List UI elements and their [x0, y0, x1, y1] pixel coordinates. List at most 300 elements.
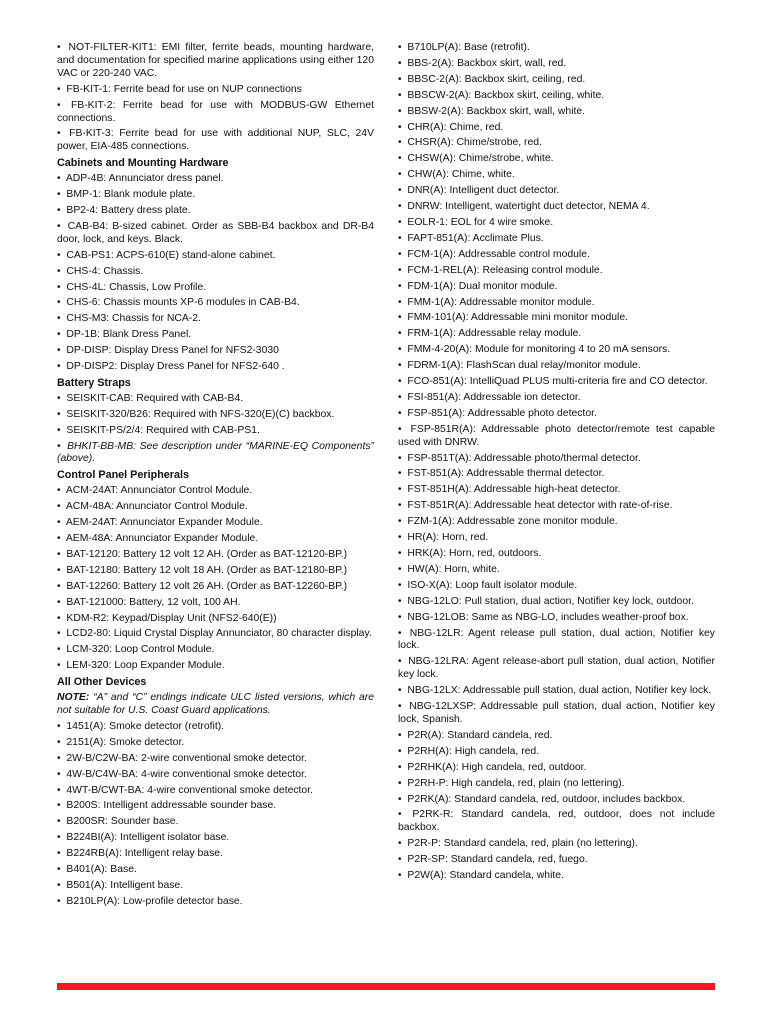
item-desc: Ferrite bead for use on NUP connections	[110, 83, 302, 95]
section	[57, 42, 374, 154]
item-code: BAT-12120:	[66, 548, 121, 560]
item-code: HRK(A):	[407, 548, 447, 559]
item-desc: Backbox skirt, ceiling, white.	[471, 89, 605, 101]
item-code: B501(A):	[66, 879, 108, 891]
item-desc: FlashScan dual relay/monitor module.	[463, 360, 641, 372]
list-item	[57, 565, 374, 578]
list-item	[57, 361, 374, 374]
bullet-icon: •	[57, 895, 61, 907]
bullet-icon: •	[57, 644, 61, 656]
bullet-icon: •	[398, 376, 402, 388]
section-header: Control Panel Peripherals	[57, 469, 189, 482]
list-item	[398, 74, 715, 87]
item-code: B224BI(A):	[66, 832, 118, 844]
item-code: P2R-P:	[407, 838, 441, 850]
list-item	[57, 501, 374, 514]
bullet-icon: •	[398, 169, 402, 181]
item-code: BAT-121000:	[66, 596, 127, 608]
bullet-icon: •	[57, 265, 61, 277]
item-desc: Blank module plate.	[101, 189, 196, 201]
item-desc: Standard candela, red, fuego.	[447, 854, 588, 866]
item-desc: 4-wire conventional smoke detector.	[138, 768, 307, 780]
list-item	[57, 549, 374, 562]
item-code: 2W-B/C2W-BA:	[66, 752, 139, 764]
item-code: SEISKIT-CAB:	[66, 392, 134, 404]
item-desc: Display Dress Panel for NFS2-3030	[111, 345, 279, 357]
item-code: CAB-B4:	[67, 220, 109, 232]
item-code: LCM-320:	[66, 644, 113, 656]
item-code: ISO-X(A):	[407, 579, 453, 591]
list-item	[57, 441, 374, 467]
item-code: FSP-851T(A):	[407, 452, 472, 464]
item-desc: Backbox skirt, wall, white.	[463, 105, 586, 117]
item-desc: Required with NFS-320(E)(C) backbox.	[150, 408, 335, 420]
list-item	[57, 266, 374, 279]
item-desc: Addressable high-heat detector.	[471, 484, 621, 496]
list-item	[398, 762, 715, 775]
list-item	[398, 580, 715, 593]
item-code: FST-851H(A):	[407, 484, 472, 496]
item-code: CHR(A):	[407, 121, 447, 133]
item-desc: Intelligent base.	[107, 879, 184, 891]
bullet-icon: •	[398, 137, 402, 149]
list-item	[398, 265, 715, 278]
item-code: BHKIT-BB-MB:	[67, 440, 137, 452]
bullet-icon: •	[57, 596, 61, 608]
item-code: B200SR:	[66, 816, 108, 828]
list-item	[398, 249, 715, 262]
list-item	[57, 737, 374, 750]
item-code: NOT-FILTER-KIT1:	[68, 42, 157, 53]
list-item	[57, 628, 374, 641]
footer-red-bar	[57, 983, 715, 990]
item-code: DNRW:	[407, 201, 443, 213]
item-code: NBG-12LR:	[409, 627, 464, 639]
list-item	[57, 221, 374, 247]
item-desc: Standard candela, red, outdoor, does not include backbox.	[398, 809, 716, 834]
item-code: FMM-101(A):	[407, 312, 469, 324]
bullet-icon: •	[57, 720, 61, 732]
item-code: FB-KIT-1:	[66, 83, 111, 95]
list-item	[398, 106, 715, 119]
column-left	[57, 42, 374, 912]
bullet-icon: •	[398, 407, 402, 419]
item-desc: Addressable photo detector.	[465, 407, 597, 419]
list-item	[57, 660, 374, 673]
item-desc: 4-wire conventional smoke detector.	[144, 784, 313, 796]
bullet-icon: •	[57, 313, 61, 325]
list-item	[57, 205, 374, 218]
item-code: P2R-SP:	[407, 854, 448, 866]
list-item	[57, 613, 374, 626]
item-list	[57, 721, 374, 909]
list-item	[57, 282, 374, 295]
item-desc: Base.	[107, 864, 137, 876]
item-code: AEM-48A:	[65, 533, 114, 544]
bullet-icon: •	[398, 42, 402, 53]
item-desc: Chime, white.	[448, 169, 515, 181]
bullet-icon: •	[398, 57, 402, 69]
bullet-icon: •	[57, 424, 61, 436]
item-desc: Required with CAB-B4.	[133, 392, 244, 404]
item-list	[57, 393, 374, 467]
item-code: DP-DISP2:	[66, 361, 118, 373]
item-desc: Addressable thermal detector.	[464, 468, 605, 480]
item-desc: Backbox skirt, wall, red.	[454, 57, 567, 69]
item-desc: Sounder base.	[108, 816, 179, 828]
bullet-icon: •	[57, 99, 61, 111]
item-code: DNR(A):	[407, 185, 447, 197]
bullet-icon: •	[57, 249, 61, 261]
item-code: FSI-851(A):	[407, 391, 462, 403]
bullet-icon: •	[57, 517, 61, 529]
item-code: ACM-48A:	[65, 501, 114, 513]
item-code: B200S:	[66, 800, 101, 812]
bullet-icon: •	[398, 627, 402, 639]
bullet-icon: •	[398, 838, 402, 850]
item-desc: Liquid Crystal Display Annunciator, 80 character display.	[110, 628, 372, 640]
item-code: CHSR(A):	[407, 137, 454, 149]
bullet-icon: •	[398, 248, 402, 260]
bullet-icon: •	[398, 344, 402, 356]
item-code: BMP-1:	[66, 189, 102, 201]
item-list	[398, 42, 715, 883]
item-desc: EMI filter, ferrite beads, mounting hardware, and documentation for specified marine applications using either 120 VAC or 220-240 VAC.	[57, 42, 374, 79]
bullet-icon: •	[398, 563, 402, 575]
item-code: CHW(A):	[407, 169, 449, 181]
bullet-icon: •	[398, 423, 402, 435]
bullet-icon: •	[398, 232, 402, 244]
list-item	[398, 484, 715, 497]
list-item	[398, 328, 715, 341]
bullet-icon: •	[57, 848, 61, 860]
item-code: P2RK-R:	[412, 809, 454, 821]
bullet-icon: •	[398, 729, 402, 741]
bullet-icon: •	[398, 579, 402, 591]
list-item	[57, 769, 374, 782]
item-code: NBG-12LO:	[407, 595, 462, 607]
bullet-icon: •	[398, 854, 402, 866]
bullet-icon: •	[57, 816, 61, 828]
item-code: CHS-4:	[66, 265, 101, 277]
bullet-icon: •	[398, 153, 402, 165]
item-desc: Intelligent relay base.	[121, 848, 223, 860]
item-code: NBG-12LXSP:	[409, 701, 477, 713]
item-code: LEM-320:	[66, 660, 112, 672]
bullet-icon: •	[398, 611, 402, 623]
item-desc: Standard candela, red.	[444, 729, 553, 741]
item-code: FZM-1(A):	[407, 516, 455, 528]
item-code: P2W(A):	[407, 870, 447, 882]
column-right	[398, 42, 715, 912]
list-item	[398, 408, 715, 421]
item-desc: Horn, white.	[441, 563, 500, 575]
list-item	[398, 297, 715, 310]
item-desc: Horn, red, outdoors.	[446, 548, 542, 559]
bullet-icon: •	[398, 312, 402, 324]
item-desc: 2-wire conventional smoke detector.	[138, 752, 307, 764]
list-item	[398, 312, 715, 325]
section-header: All Other Devices	[57, 676, 147, 689]
item-desc: Module for monitoring 4 to 20 mA sensors.	[472, 344, 671, 356]
item-desc: Base (retrofit).	[461, 42, 530, 53]
list-item	[57, 581, 374, 594]
list-item	[57, 721, 374, 734]
bullet-icon: •	[57, 42, 61, 53]
bullet-icon: •	[398, 89, 402, 101]
list-item	[398, 730, 715, 743]
list-item	[57, 533, 374, 546]
item-desc: Annunciator Expander Module.	[117, 517, 263, 529]
item-code: FRM-1(A):	[407, 328, 456, 340]
item-desc: Chime/strobe, red.	[453, 137, 542, 149]
list-item	[398, 870, 715, 883]
item-desc: Agent release pull station, dual action, Notifier key lock.	[398, 627, 715, 652]
item-list	[57, 485, 374, 673]
section	[57, 469, 374, 673]
item-code: P2RK(A):	[407, 793, 452, 805]
bullet-icon: •	[57, 832, 61, 844]
list-item	[398, 233, 715, 246]
list-item	[57, 100, 374, 126]
list-item	[398, 548, 715, 561]
list-item	[398, 169, 715, 182]
item-code: P2RHK(A):	[407, 761, 459, 773]
item-code: AEM-24AT:	[65, 517, 118, 529]
list-item	[398, 58, 715, 71]
section	[57, 676, 374, 909]
section-header: Battery Straps	[57, 376, 131, 389]
bullet-icon: •	[57, 440, 61, 452]
item-desc: Chime/strobe, white.	[455, 153, 554, 165]
list-item	[57, 485, 374, 498]
bullet-icon: •	[398, 532, 402, 544]
item-desc: Chassis, Low Profile.	[106, 281, 207, 293]
item-desc: See description under “MARINE-EQ Components” (above).	[57, 440, 374, 465]
list-item	[398, 746, 715, 759]
list-item	[398, 424, 715, 450]
item-code: CHS-6:	[66, 297, 101, 309]
bullet-icon: •	[398, 264, 402, 276]
item-code: P2RH(A):	[407, 745, 452, 757]
list-item	[398, 612, 715, 625]
item-desc: Ferrite bead for use with additional NUP, SLC, 24V power, EIA-485 connections.	[57, 128, 375, 153]
bullet-icon: •	[398, 328, 402, 340]
list-item	[57, 832, 374, 845]
item-code: 4WT-B/CWT-BA:	[66, 784, 145, 796]
list-item	[57, 84, 374, 97]
note-lead: NOTE:	[57, 692, 90, 704]
list-item	[398, 281, 715, 294]
bullet-icon: •	[57, 189, 61, 201]
item-code: CAB-PS1:	[66, 249, 114, 261]
item-code: B710LP(A):	[407, 42, 462, 53]
list-item	[398, 217, 715, 230]
bullet-icon: •	[398, 793, 402, 805]
bullet-icon: •	[57, 660, 61, 672]
item-code: P2RH-P:	[407, 777, 449, 789]
item-desc: Smoke detector (retrofit).	[106, 720, 225, 732]
list-item	[398, 90, 715, 103]
list-item	[398, 701, 715, 727]
list-item	[57, 345, 374, 358]
item-desc: Addressable relay module.	[455, 328, 582, 340]
list-item	[57, 409, 374, 422]
item-code: SEISKIT-PS/2/4:	[66, 424, 144, 436]
bullet-icon: •	[57, 281, 61, 293]
item-desc: Standard candela, white.	[446, 870, 564, 882]
bullet-icon: •	[57, 548, 61, 560]
item-code: 4W-B/C4W-BA:	[66, 768, 139, 780]
list-item	[398, 854, 715, 867]
section-note	[57, 692, 374, 718]
item-desc: Acclimate Plus.	[470, 232, 544, 244]
list-item	[57, 425, 374, 438]
item-code: BBSC-2(A):	[407, 73, 462, 85]
item-desc: EOL for 4 wire smoke.	[447, 216, 554, 228]
bullet-icon: •	[398, 121, 402, 133]
item-code: B224RB(A):	[66, 848, 122, 860]
item-code: BBSCW-2(A):	[407, 89, 472, 101]
item-desc: Keypad/Display Unit (NFS2-640(E))	[109, 612, 277, 624]
item-desc: Annunciator Control Module.	[118, 485, 253, 497]
item-list	[57, 42, 374, 154]
item-code: HR(A):	[407, 532, 440, 544]
bullet-icon: •	[398, 73, 402, 85]
list-item	[398, 794, 715, 807]
list-item	[57, 800, 374, 813]
item-code: NBG-12LOB:	[407, 611, 469, 623]
list-item	[57, 128, 374, 154]
item-desc: High candela, red.	[451, 745, 540, 757]
item-code: CHSW(A):	[407, 153, 456, 165]
item-desc: Loop Control Module.	[112, 644, 215, 656]
item-desc: Battery, 12 volt, 100 AH.	[126, 596, 241, 608]
list-item	[398, 778, 715, 791]
bullet-icon: •	[57, 628, 61, 640]
item-desc: Intelligent, watertight duct detector, NEMA 4.	[442, 201, 650, 213]
item-code: FAPT-851(A):	[407, 232, 471, 244]
section	[57, 157, 374, 374]
item-code: KDM-R2:	[66, 612, 110, 624]
bullet-icon: •	[57, 83, 61, 95]
list-item	[398, 360, 715, 373]
list-item	[398, 628, 715, 654]
item-code: SEISKIT-320/B26:	[66, 408, 151, 420]
list-item	[398, 564, 715, 577]
list-item	[398, 122, 715, 135]
bullet-icon: •	[398, 745, 402, 757]
item-desc: Releasing control module.	[479, 264, 603, 276]
bullet-icon: •	[57, 612, 61, 624]
item-desc: Addressable pull station, dual action, Notifier key lock.	[460, 685, 712, 697]
bullet-icon: •	[57, 392, 61, 404]
item-desc: Smoke detector.	[106, 736, 185, 748]
item-code: P2R(A):	[407, 729, 445, 741]
item-code: CHS-M3:	[66, 313, 110, 325]
list-item	[57, 864, 374, 877]
bullet-icon: •	[398, 391, 402, 403]
list-item	[398, 809, 715, 835]
item-desc: Addressable pull station, dual action, Notifier key lock, Spanish.	[398, 701, 715, 725]
list-item	[398, 500, 715, 513]
item-desc: Battery 12 volt 12 AH. (Order as BAT-12120-BP.)	[120, 548, 348, 560]
item-desc: Addressable mini monitor module.	[468, 312, 629, 324]
item-code: B210LP(A):	[66, 895, 121, 907]
list-item	[57, 393, 374, 406]
bullet-icon: •	[398, 105, 402, 117]
bullet-icon: •	[398, 452, 402, 464]
item-desc: Addressable photo detector/remote test capable used with DNRW.	[398, 423, 716, 448]
item-desc: Addressable photo/thermal detector.	[471, 452, 641, 464]
item-code: CHS-4L:	[66, 281, 107, 293]
item-code: FCO-851(A):	[407, 376, 467, 388]
item-desc: Standard candela, red, plain (no lettering).	[440, 838, 638, 850]
bullet-icon: •	[57, 533, 61, 544]
list-item	[57, 785, 374, 798]
bullet-icon: •	[398, 656, 402, 668]
item-code: DP-1B:	[66, 329, 100, 341]
bullet-icon: •	[398, 685, 402, 697]
item-code: FB-KIT-2:	[70, 99, 116, 111]
bullet-icon: •	[57, 864, 61, 876]
section-header: Cabinets and Mounting Hardware	[57, 157, 229, 170]
list-item	[398, 838, 715, 851]
list-item	[398, 42, 715, 55]
item-desc: Loop Expander Module.	[111, 660, 225, 672]
item-code: FMM-1(A):	[407, 296, 458, 308]
bullet-icon: •	[398, 201, 402, 213]
bullet-icon: •	[398, 216, 402, 228]
bullet-icon: •	[57, 128, 61, 140]
list-item	[398, 656, 715, 682]
bullet-icon: •	[57, 204, 61, 216]
item-code: NBG-12LX:	[407, 685, 461, 697]
list-item	[57, 313, 374, 326]
item-desc: Chime, red.	[446, 121, 504, 133]
item-desc: ACPS-610(E) stand-alone cabinet.	[113, 249, 276, 261]
item-desc: Annunciator Expander Module.	[113, 533, 259, 544]
bullet-icon: •	[398, 809, 402, 821]
item-code: FDM-1(A):	[407, 280, 456, 292]
bullet-icon: •	[57, 408, 61, 420]
item-desc: Backbox skirt, ceiling, red.	[461, 73, 586, 85]
item-desc: Annunciator Control Module.	[113, 501, 248, 513]
item-desc: High candela, red, outdoor.	[458, 761, 587, 773]
list-item	[57, 896, 374, 909]
list-item	[57, 816, 374, 829]
item-code: FDRM-1(A):	[407, 360, 464, 372]
bullet-icon: •	[398, 296, 402, 308]
bullet-icon: •	[57, 784, 61, 796]
bullet-icon: •	[57, 768, 61, 780]
bullet-icon: •	[398, 870, 402, 882]
item-desc: Dual monitor module.	[455, 280, 558, 292]
list-item	[57, 189, 374, 202]
item-desc: Addressable ion detector.	[461, 391, 581, 403]
section	[57, 377, 374, 466]
item-desc: High candela, red, plain (no lettering).	[448, 777, 625, 789]
item-desc: Ferrite bead for use with MODBUS-GW Ethernet connections.	[57, 99, 375, 124]
item-desc: IntelliQuad PLUS multi-criteria fire and CO detector.	[466, 376, 708, 388]
item-code: FMM-4-20(A):	[407, 344, 473, 356]
list-item	[398, 137, 715, 150]
item-code: BP2-4:	[66, 204, 99, 216]
list-item	[398, 376, 715, 389]
item-desc: Blank Dress Panel.	[99, 329, 192, 341]
item-desc: Battery dress plate.	[98, 204, 191, 216]
list-item	[57, 848, 374, 861]
